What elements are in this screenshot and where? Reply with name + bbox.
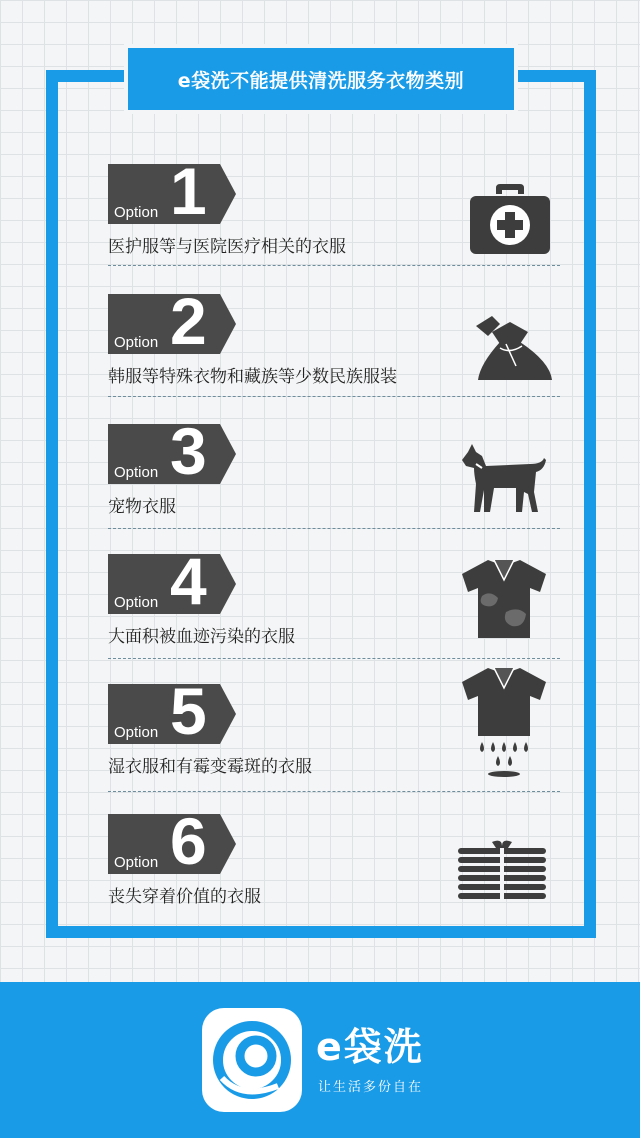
option-number: 6 [170, 804, 207, 878]
option-badge [108, 414, 236, 488]
medical-kit-icon [468, 184, 552, 256]
list-item [0, 674, 640, 814]
brand-name: e袋洗 [316, 1025, 424, 1069]
item-label: 大面积被血迹污染的衣服 [108, 627, 295, 647]
list-item [0, 284, 640, 424]
item-label: 韩服等特殊衣物和藏族等少数民族服装 [108, 367, 397, 387]
item-label: 丧失穿着价值的衣服 [108, 887, 261, 907]
folded-clothes-icon [456, 838, 548, 904]
hanbok-icon [470, 308, 554, 382]
option-number: 3 [170, 414, 207, 488]
item-label: 湿衣服和有霉变霉斑的衣服 [108, 757, 312, 777]
option-word: Option [114, 204, 159, 221]
option-badge [108, 674, 236, 748]
app-logo [202, 1008, 302, 1112]
wet-shirt-icon [458, 664, 550, 778]
item-label: 宠物衣服 [108, 497, 176, 517]
footer-bar [0, 982, 640, 1138]
divider [108, 528, 560, 529]
dog-icon [458, 440, 548, 514]
divider [108, 791, 560, 792]
list-item [0, 804, 640, 944]
divider [108, 396, 560, 397]
option-badge [108, 154, 236, 228]
brand-slogan: 让生活多份自在 [318, 1080, 424, 1095]
stained-shirt-icon [458, 556, 550, 640]
option-number: 4 [170, 544, 207, 618]
option-word: Option [114, 854, 159, 871]
item-label: 医护服等与医院医疗相关的衣服 [108, 237, 346, 257]
list-item [0, 154, 640, 294]
option-badge [108, 284, 236, 358]
list-item [0, 414, 640, 554]
divider [108, 265, 560, 266]
title-banner [124, 44, 518, 114]
option-word: Option [114, 334, 159, 351]
option-number: 5 [170, 674, 207, 748]
option-badge [108, 804, 236, 878]
page-title: e袋洗不能提供清洗服务衣物类别 [177, 69, 465, 92]
option-badge [108, 544, 236, 618]
divider [108, 658, 560, 659]
option-number: 2 [170, 284, 207, 358]
option-word: Option [114, 464, 159, 481]
option-word: Option [114, 724, 159, 741]
option-number: 1 [170, 154, 207, 228]
option-word: Option [114, 594, 159, 611]
e-logo-icon [202, 1008, 302, 1112]
